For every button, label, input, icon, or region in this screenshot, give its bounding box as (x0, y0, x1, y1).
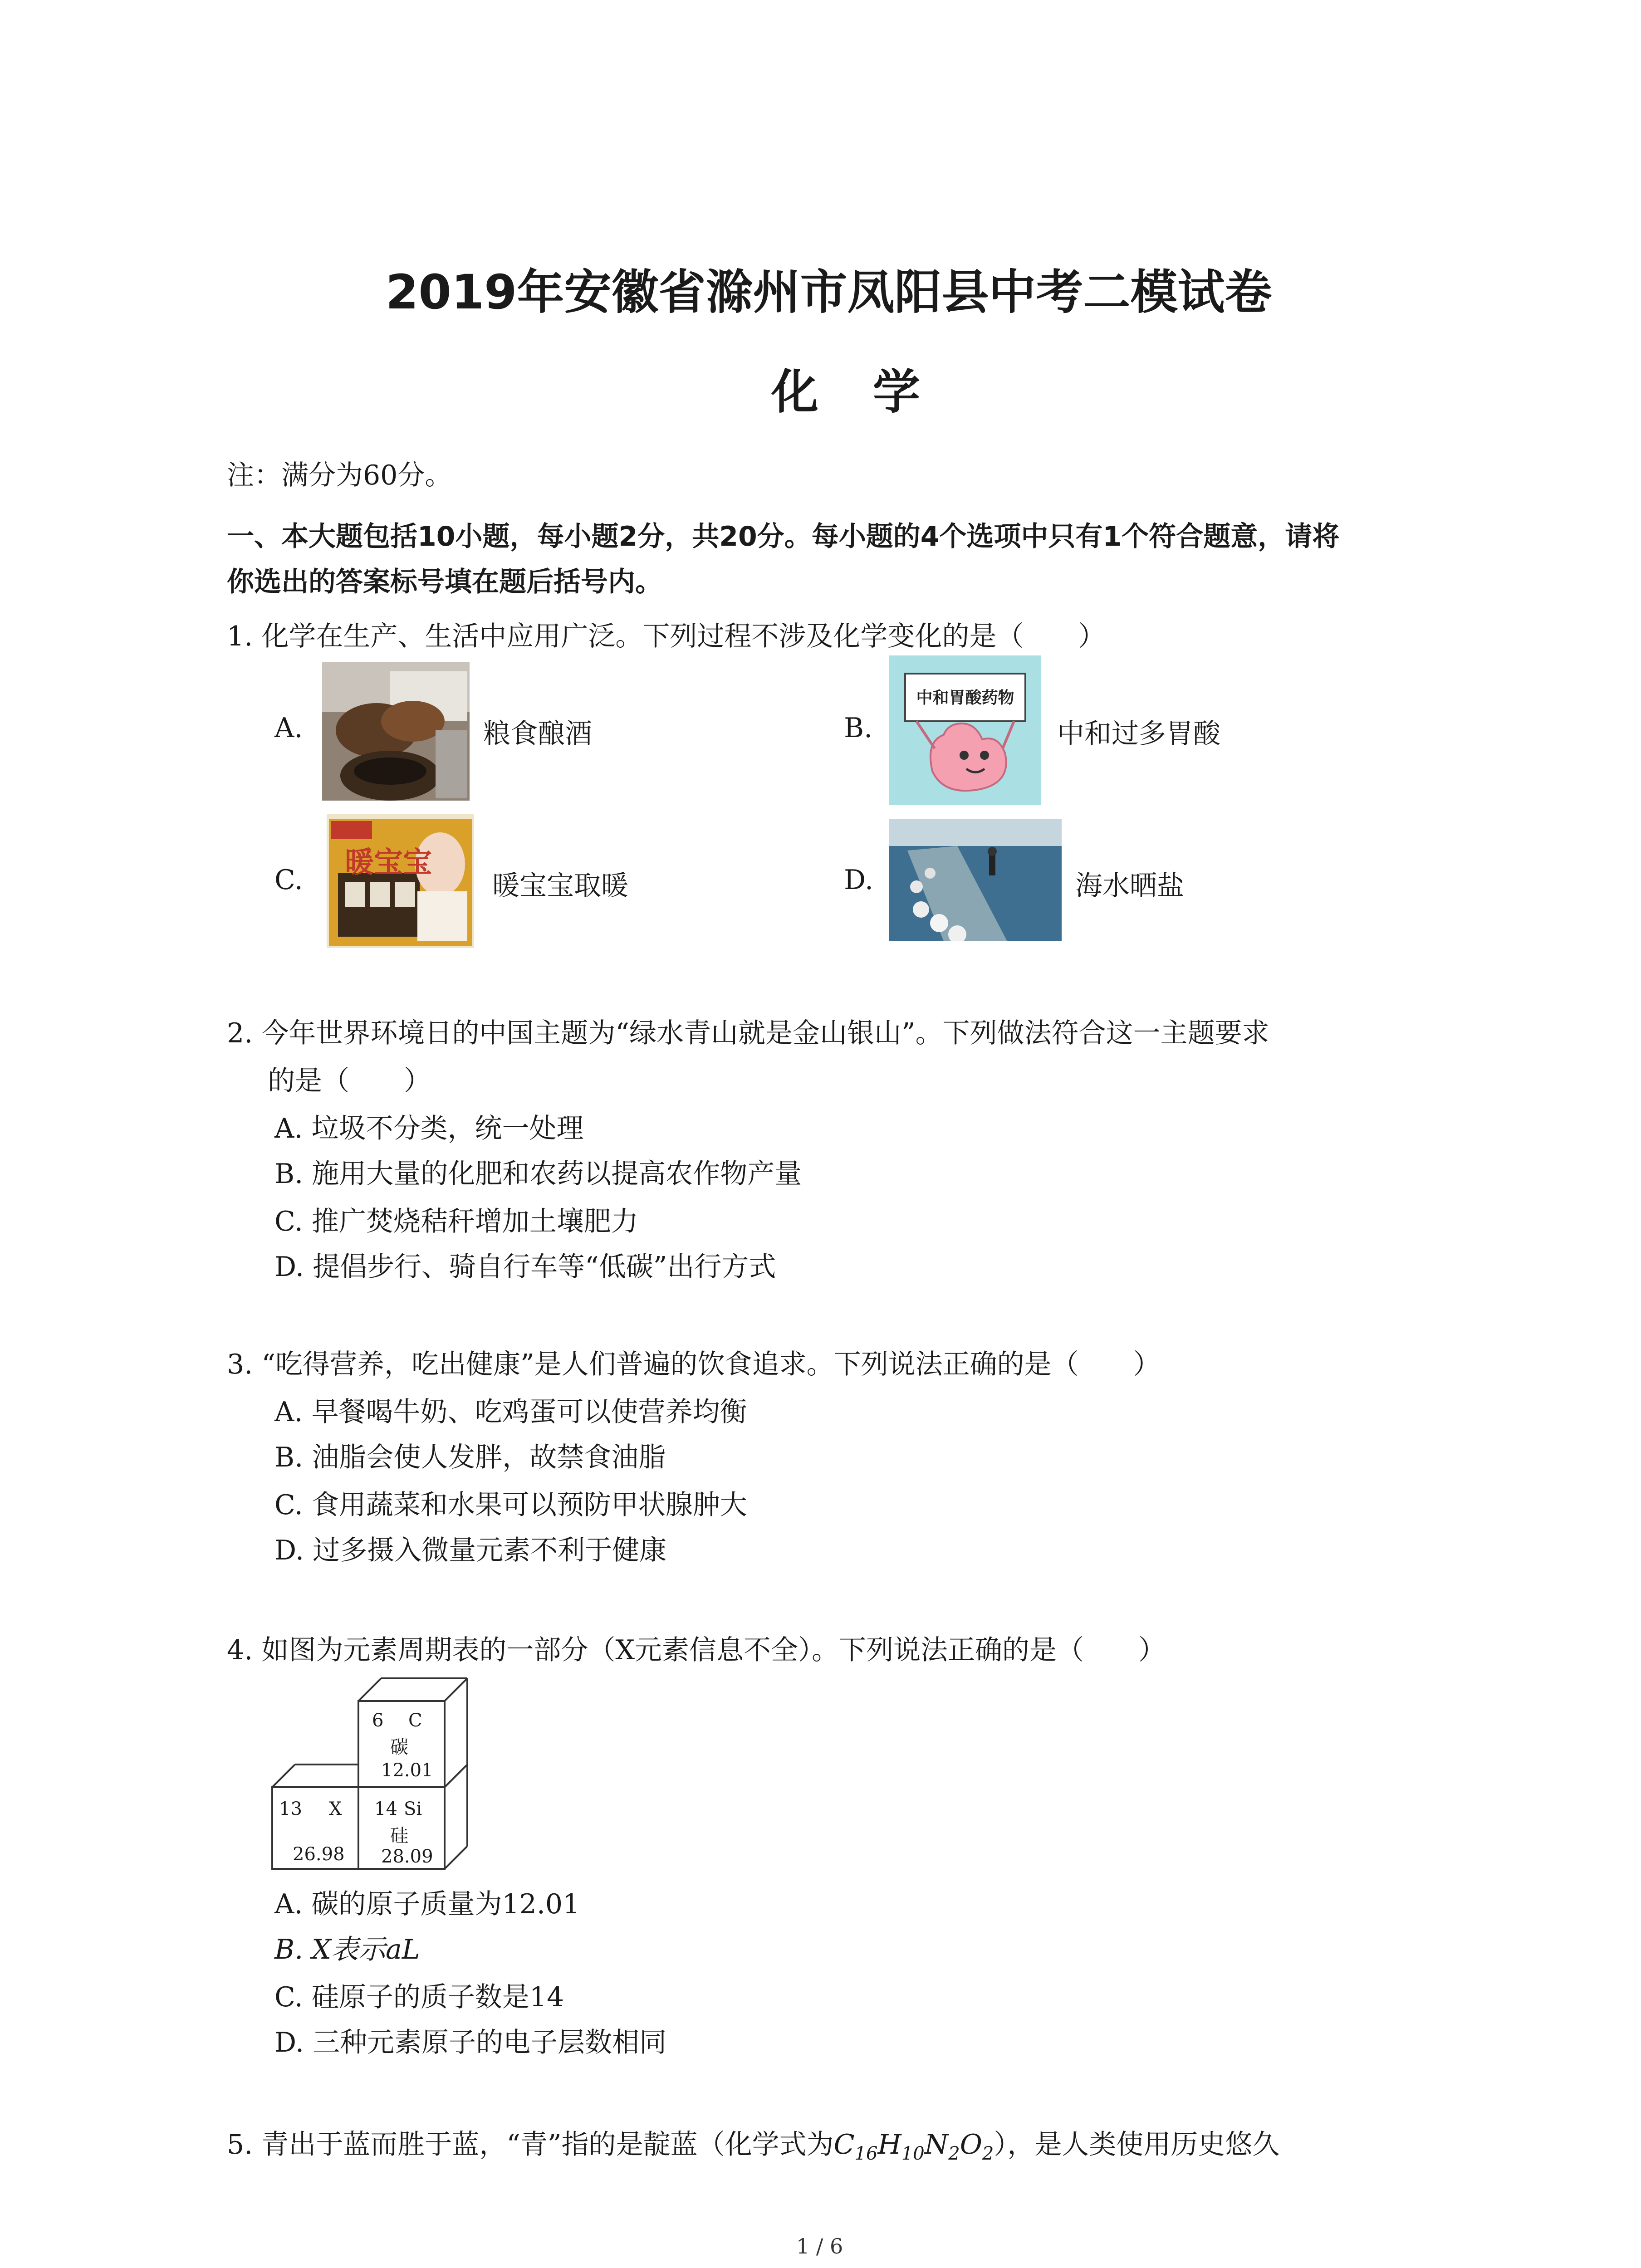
silicon-name: 硅 (390, 1825, 408, 1846)
carbon-name: 碳 (390, 1737, 408, 1758)
section-instruction-line2: 你选出的答案标号填在题后括号内。 (227, 566, 662, 598)
q1-option-b-letter: B. (844, 712, 873, 744)
periodic-table-fragment (268, 1674, 485, 1873)
q2-option-a: A. 垃圾不分类，统一处理 (274, 1113, 584, 1144)
q1-option-a-letter: A. (274, 712, 303, 744)
x-number: 13 (279, 1799, 302, 1819)
silicon-number: 14 (374, 1799, 397, 1819)
stomach-sign-text: 中和胃酸药物 (916, 689, 1014, 707)
q2-option-b: B. 施用大量的化肥和农药以提高农作物产量 (274, 1158, 802, 1190)
q1-option-d-text: 海水晒盐 (1075, 870, 1184, 902)
carbon-symbol: C (408, 1710, 422, 1731)
silicon-mass: 28.09 (381, 1846, 433, 1867)
question-2-stem-line2: 的是（ ） (268, 1065, 431, 1097)
q5-stem-part1: 5. 青出于蓝而胜于蓝，“青”指的是靛蓝（化学式为 (227, 2129, 834, 2160)
q1-option-c-letter: C. (274, 864, 303, 896)
q3-option-d: D. 过多摄入微量元素不利于健康 (274, 1535, 667, 1566)
score-note: 注：满分为60分。 (227, 459, 452, 491)
carbon-mass: 12.01 (381, 1760, 433, 1781)
question-1-stem: 1. 化学在生产、生活中应用广泛。下列过程不涉及化学变化的是（ ） (227, 621, 1106, 652)
question-5-stem (227, 2123, 1279, 2164)
q4-option-a: A. 碳的原子质量为12.01 (274, 1888, 580, 1920)
x-symbol: X (329, 1799, 342, 1819)
q3-option-b: B. 油脂会使人发胖，故禁食油脂 (274, 1442, 666, 1473)
section-instruction-line1: 一、本大题包括10小题，每小题2分，共20分。每小题的4个选项中只有1个符合题意，请将 (227, 521, 1340, 552)
q4-option-b: B. X表示aL (274, 1934, 420, 1965)
indigo-formula: $C_{16}H_{10}N_2O_2$ (833, 2129, 994, 2164)
q3-option-c: C. 食用蔬菜和水果可以预防甲状腺肿大 (274, 1489, 747, 1521)
q3-option-a: A. 早餐喝牛奶、吃鸡蛋可以使营养均衡 (274, 1396, 747, 1428)
question-2-stem-line1: 2. 今年世界环境日的中国主题为“绿水青山就是金山银山”。下列做法符合这一主题要求 (227, 1017, 1269, 1049)
q5-stem-part2: ），是人类使用历史悠久 (994, 2129, 1280, 2160)
question-3-stem: 3. “吃得营养，吃出健康”是人们普遍的饮食追求。下列说法正确的是（ ） (227, 1349, 1161, 1380)
q4-option-c: C. 硅原子的质子数是14 (274, 1981, 564, 2013)
q1-option-c-text: 暖宝宝取暖 (492, 870, 628, 902)
silicon-symbol: Si (404, 1799, 422, 1819)
carbon-number: 6 (372, 1710, 384, 1731)
q2-option-c: C. 推广焚烧秸秆增加土壤肥力 (274, 1206, 638, 1237)
page-subject: 化学 (771, 364, 975, 420)
hand-warmer-brand-text: 暖宝宝 (345, 846, 432, 880)
wine-brewing-photo-icon (322, 662, 470, 801)
hand-warmer-package-icon (327, 814, 474, 948)
q1-option-a-text: 粮食酿酒 (483, 718, 592, 750)
page-number: 1 / 6 (796, 2234, 843, 2258)
page-title: 2019年安徽省滁州市凤阳县中考二模试卷 (386, 264, 1272, 320)
salt-pan-photo-icon (889, 819, 1062, 941)
question-4-stem: 4. 如图为元素周期表的一部分（X元素信息不全）。下列说法正确的是（ ） (227, 1634, 1166, 1666)
q4-option-d: D. 三种元素原子的电子层数相同 (274, 2027, 667, 2058)
q2-option-d: D. 提倡步行、骑自行车等“低碳”出行方式 (274, 1251, 776, 1283)
stomach-cartoon-icon (889, 655, 1041, 805)
x-mass: 26.98 (293, 1844, 345, 1865)
q1-option-d-letter: D. (844, 864, 874, 896)
q1-option-b-text: 中和过多胃酸 (1057, 718, 1220, 750)
